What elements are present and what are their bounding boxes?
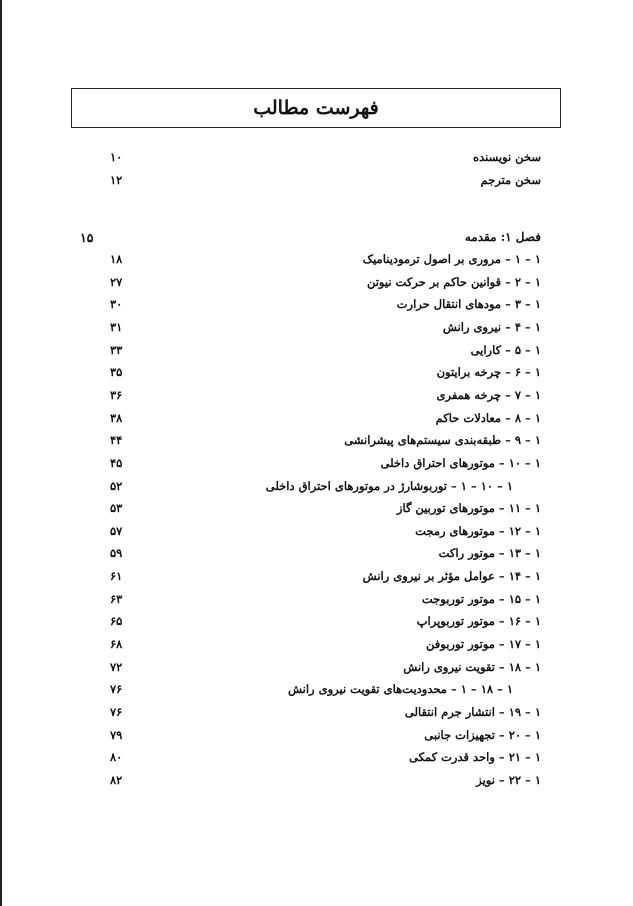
toc-section-row <box>0 456 633 474</box>
toc-section-row <box>0 252 633 270</box>
chapter-heading-row <box>0 230 633 248</box>
toc-section-row-label: ۱ – ۵ – کارایی <box>470 343 541 357</box>
toc-section-row-page-number: ۷۹ <box>110 728 123 742</box>
toc-subsection-row-page-number: ۷۶ <box>110 682 123 696</box>
front-matter-row-page-number: ۱۲ <box>110 173 123 187</box>
toc-section-row-page-number: ۷۲ <box>110 660 123 674</box>
toc-subsection-row-label: ۱ – ۱۰ – ۱ – توربوشارژ در موتورهای احتراق داخلی <box>265 479 513 493</box>
chapter-heading-row-page-number: ۱۵ <box>80 230 94 245</box>
page-edge-line <box>0 0 2 906</box>
toc-subsection-row <box>0 682 633 700</box>
toc-section-row-page-number: ۸۰ <box>110 750 123 764</box>
toc-section-row-page-number: ۶۵ <box>110 614 123 628</box>
toc-section-row-page-number: ۳۰ <box>110 297 123 311</box>
front-matter-row <box>0 173 633 191</box>
toc-section-row <box>0 320 633 338</box>
toc-section-row-label: ۱ – ۸ – معادلات حاکم <box>435 411 541 425</box>
toc-subsection-row <box>0 479 633 497</box>
toc-section-row <box>0 433 633 451</box>
toc-section-row <box>0 524 633 542</box>
toc-section-row-label: ۱ – ۴ – نیروی رانش <box>442 320 541 334</box>
toc-section-row <box>0 388 633 406</box>
toc-section-row <box>0 365 633 383</box>
front-matter-row-label: سخن نویسنده <box>473 150 541 164</box>
toc-section-row <box>0 592 633 610</box>
toc-section-row-page-number: ۵۹ <box>110 546 123 560</box>
toc-section-row <box>0 343 633 361</box>
toc-section-row-page-number: ۳۵ <box>110 365 123 379</box>
toc-subsection-row-label: ۱ – ۱۸ – ۱ – محدودیت‌های تقویت نیروی رانش <box>287 682 513 696</box>
toc-section-row <box>0 660 633 678</box>
toc-section-row <box>0 297 633 315</box>
toc-section-row <box>0 637 633 655</box>
front-matter-row-label: سخن مترجم <box>480 173 541 187</box>
toc-section-row-page-number: ۵۷ <box>110 524 123 538</box>
chapter-heading-row-label: فصل ۱: مقدمه <box>464 230 541 244</box>
toc-section-row-page-number: ۳۸ <box>110 411 123 425</box>
toc-section-row-label: ۱ – ۱۳ – موتور راکت <box>438 546 541 560</box>
toc-title: فهرست مطالب <box>253 97 379 119</box>
toc-section-row-page-number: ۳۶ <box>110 388 123 402</box>
toc-section-row-page-number: ۳۱ <box>110 320 123 334</box>
toc-section-row <box>0 411 633 429</box>
toc-section-row-label: ۱ – ۱۴ – عوامل مؤثر بر نیروی رانش <box>362 569 541 583</box>
toc-title-box <box>71 88 561 128</box>
toc-section-row <box>0 614 633 632</box>
toc-section-row-page-number: ۵۳ <box>110 501 123 515</box>
toc-section-row-page-number: ۱۸ <box>110 252 123 266</box>
toc-section-row-label: ۱ – ۶ – چرخه برایتون <box>436 365 541 379</box>
toc-section-row-page-number: ۲۷ <box>110 275 123 289</box>
toc-section-row-label: ۱ – ۱۰ – موتورهای احتراق داخلی <box>380 456 541 470</box>
toc-section-row-page-number: ۷۶ <box>110 705 123 719</box>
toc-section-row-label: ۱ – ۱۸ – تقویت نیروی رانش <box>403 660 541 674</box>
toc-section-row <box>0 773 633 791</box>
toc-section-row <box>0 705 633 723</box>
toc-section-row-label: ۱ – ۲۰ – تجهیزات جانبی <box>424 728 541 742</box>
toc-section-row-label: ۱ – ۷ – چرخه همفری <box>436 388 541 402</box>
toc-subsection-row-page-number: ۵۲ <box>110 479 123 493</box>
toc-section-row-label: ۱ – ۱۵ – موتور توربوجت <box>421 592 541 606</box>
toc-section-row-page-number: ۸۲ <box>110 773 123 787</box>
toc-section-row <box>0 728 633 746</box>
toc-section-row-label: ۱ – ۱۹ – انتشار جرم انتقالی <box>404 705 541 719</box>
toc-section-row-label: ۱ – ۱ – مروری بر اصول ترمودینامیک <box>362 252 541 266</box>
toc-section-row-page-number: ۶۸ <box>110 637 123 651</box>
toc-section-row <box>0 569 633 587</box>
toc-section-row-label: ۱ – ۲ – قوانین حاکم بر حرکت نیوتن <box>366 275 541 289</box>
front-matter-row <box>0 150 633 168</box>
toc-section-row-label: ۱ – ۳ – مودهای انتقال حرارت <box>396 297 541 311</box>
toc-section-row-page-number: ۶۱ <box>110 569 123 583</box>
toc-section-row <box>0 501 633 519</box>
toc-section-row <box>0 546 633 564</box>
toc-section-row-page-number: ۴۵ <box>110 456 123 470</box>
toc-section-row-label: ۱ – ۹ – طبقه‌بندی سیستم‌های پیشرانشی <box>344 433 541 447</box>
toc-section-row <box>0 275 633 293</box>
toc-section-row-label: ۱ – ۲۲ – نویز <box>476 773 541 787</box>
toc-section-row-page-number: ۴۴ <box>110 433 123 447</box>
toc-section-row-label: ۱ – ۲۱ – واحد قدرت کمکی <box>409 750 541 764</box>
toc-section-row-label: ۱ – ۱۲ – موتورهای رمجت <box>415 524 541 538</box>
toc-section-row-page-number: ۳۳ <box>110 343 123 357</box>
toc-section-row-label: ۱ – ۱۶ – موتور توربوپراپ <box>416 614 541 628</box>
toc-section-row-label: ۱ – ۱۱ – موتورهای توربین گاز <box>396 501 541 515</box>
front-matter-row-page-number: ۱۰ <box>110 150 123 164</box>
toc-section-row-label: ۱ – ۱۷ – موتور توربوفن <box>426 637 541 651</box>
toc-section-row-page-number: ۶۳ <box>110 592 123 606</box>
toc-section-row <box>0 750 633 768</box>
